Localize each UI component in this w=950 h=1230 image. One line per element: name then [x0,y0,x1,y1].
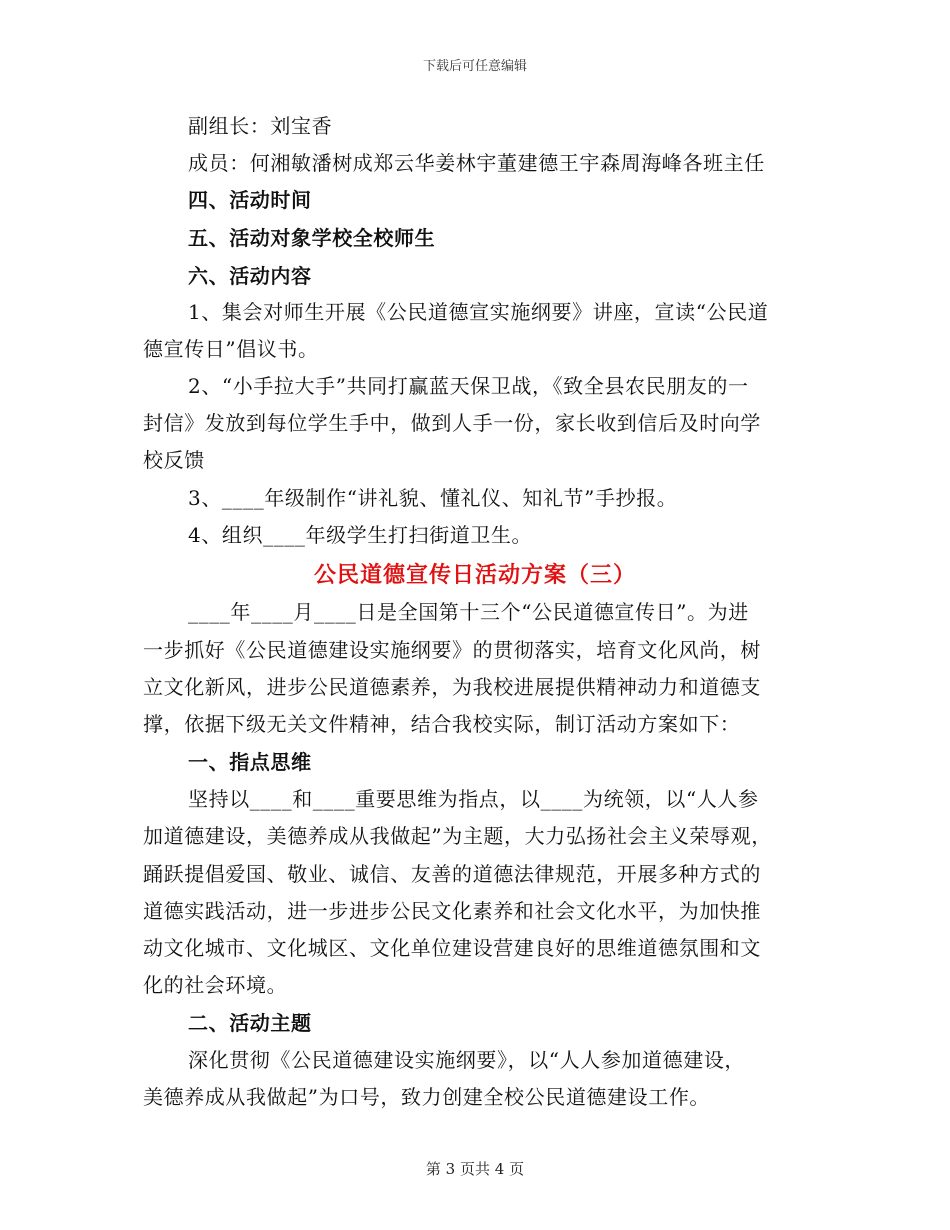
paragraph-line: 2、“小手拉大手”共同打赢蓝天保卫战，《致全县农民朋友的一 [188,374,749,398]
paragraph-line: 踊跃提倡爱国、敬业、诚信、友善的道德法律规范，开展多种方式的 [143,862,761,886]
paragraph-line: 动文化城市、文化城区、文化单位建设营建良好的思维道德氛围和文 [143,936,761,960]
page-footer: 第 3 页共 4 页 [425,1160,525,1178]
paragraph-line: 德宣传日”倡议书。 [143,337,319,361]
paragraph-line: 1、集会对师生开展《公民道德宣实施纲要》讲座，宣读“公民道 [188,300,769,324]
page-header: 下载后可任意编辑 [422,59,527,74]
paragraph-line: 加道德建设，美德养成从我做起”为主题，大力弘扬社会主义荣辱观， [143,824,772,848]
paragraph-line: 美德养成从我做起”为口号，致力创建全校公民道德建设工作。 [143,1085,711,1109]
section-heading: 一、指点思维 [188,750,312,774]
paragraph-line: 深化贯彻《公民道德建设实施纲要》，以“人人参加道德建设， [188,1048,746,1072]
paragraph-line: 立文化新风，进步公民道德素养，为我校进展提供精神动力和道德支 [143,675,761,699]
section-heading: 五、活动对象学校全校师生 [188,226,436,250]
paragraph-line: 4、组织____年级学生打扫街道卫生。 [188,523,533,547]
paragraph-line: 成员：何湘敏潘树成郑云华姜林宇董建德王宇森周海峰各班主任 [188,151,765,175]
paragraph-line: 道德实践活动，进一步进步公民文化素养和社会文化水平，为加快推 [143,899,761,923]
paragraph-line: 3、____年级制作“讲礼貌、懂礼仪、知礼节”手抄报。 [188,486,678,510]
paragraph-line: 一步抓好《公民道德建设实施纲要》的贯彻落实，培育文化风尚，树 [143,638,761,662]
paragraph-line: 校反馈 [143,448,205,472]
paragraph-line: 撑，依据下级无关文件精神，结合我校实际，制订活动方案如下： [143,712,741,736]
section-heading: 二、活动主题 [188,1011,312,1035]
section-heading: 六、活动内容 [188,264,312,288]
paragraph-line: 封信》发放到每位学生手中，做到人手一份，家长收到信后及时向学 [143,411,761,435]
section-heading: 四、活动时间 [188,188,312,212]
document-title: 公民道德宣传日活动方案（三） [313,562,636,588]
paragraph-line: ____年____月____日是全国第十三个“公民道德宣传日”。为进 [188,600,749,624]
paragraph-line: 副组长：刘宝香 [188,114,333,138]
paragraph-line: 化的社会环境。 [143,973,288,997]
paragraph-line: 坚持以____和____重要思维为指点，以____为统领，以“人人参 [188,787,759,811]
